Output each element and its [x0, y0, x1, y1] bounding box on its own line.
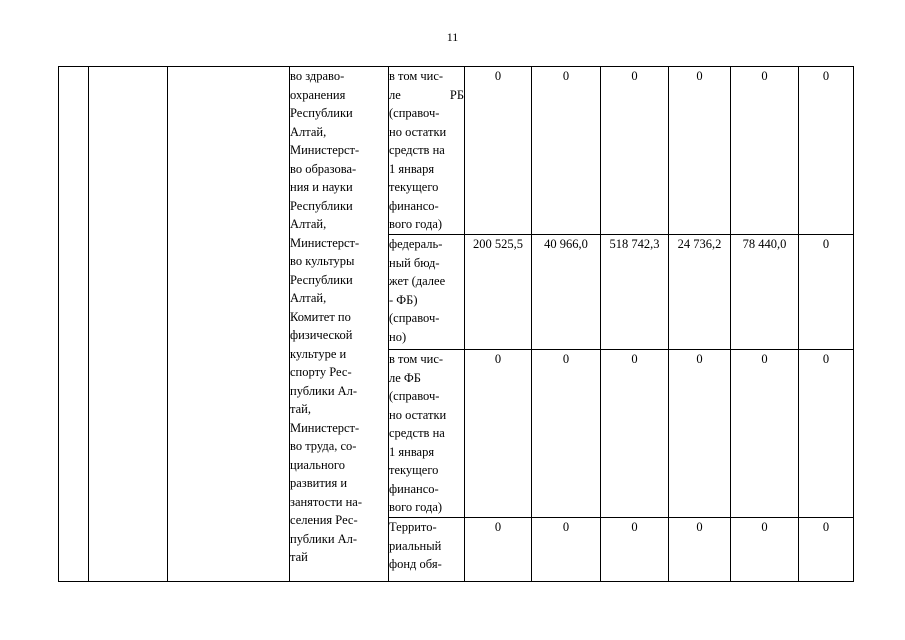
- text-line: во культуры: [290, 254, 355, 268]
- text-line: Республики: [290, 272, 353, 287]
- text-line: ле ФБ: [389, 370, 421, 385]
- text-line: федераль-: [389, 237, 443, 251]
- source-cell: [389, 518, 465, 582]
- text-line: циального: [290, 457, 345, 472]
- value-cell: 0: [799, 235, 854, 350]
- value-cell: 78 440,0: [731, 235, 799, 350]
- source-cell: [389, 67, 465, 235]
- value-cell: 0: [799, 67, 854, 235]
- text-line: спорту Рес-: [290, 365, 352, 379]
- code-cell: [89, 67, 168, 582]
- text-line: риальный: [389, 538, 442, 553]
- value-cell: 0: [669, 67, 731, 235]
- text-line: но): [389, 329, 407, 344]
- source-text: [389, 67, 464, 234]
- value-cell: 0: [731, 518, 799, 582]
- value-cell: 0: [465, 350, 532, 518]
- page-number: 11: [446, 30, 459, 44]
- text-line: во образова-: [290, 161, 357, 176]
- value-cell: 0: [532, 518, 601, 582]
- text-line: физической: [290, 328, 353, 342]
- text-line: Министерст-: [290, 143, 360, 157]
- text-line: (справоч-: [389, 311, 440, 325]
- text-line: текущего: [389, 463, 439, 477]
- text-line: вого года): [389, 500, 443, 514]
- text-line: финансо-: [389, 198, 439, 213]
- text-line: культуре и: [290, 346, 347, 361]
- value-cell: 0: [532, 67, 601, 235]
- text-line: во труда, со-: [290, 439, 357, 453]
- text-line: Республики: [290, 198, 353, 213]
- value-cell: 0: [669, 518, 731, 582]
- text-line: Комитет по: [290, 309, 351, 324]
- source-text: [389, 350, 464, 517]
- text-line: - ФБ): [389, 292, 418, 307]
- text-line: Алтай,: [290, 291, 327, 305]
- text-line: вого года): [389, 217, 443, 231]
- text-line: Министерст-: [290, 420, 360, 435]
- text-line: ния и науки: [290, 180, 353, 194]
- text-line: селения Рес-: [290, 513, 358, 527]
- value-cell: 0: [532, 350, 601, 518]
- text-line: но остатки: [389, 407, 447, 422]
- responsible-executors-cell: [290, 67, 389, 582]
- text-line: текущего: [389, 180, 439, 194]
- text-line: развития и: [290, 476, 348, 490]
- value-cell: 0: [465, 67, 532, 235]
- text-line: публики Ал-: [290, 383, 358, 398]
- table-row: [59, 67, 854, 235]
- source-text: [389, 235, 464, 346]
- value-cell: 0: [601, 518, 669, 582]
- value-cell: 0: [465, 518, 532, 582]
- text-line: охранения: [290, 87, 346, 102]
- text-line: во здраво-: [290, 69, 345, 83]
- text-line: в том чис-: [389, 352, 444, 366]
- value-cell: 0: [731, 67, 799, 235]
- text-line: 1 января: [389, 161, 435, 176]
- text-line: жет (далее: [389, 274, 446, 288]
- text-line: но остатки: [389, 124, 447, 139]
- text-line: 1 января: [389, 444, 435, 459]
- text-line: тай: [290, 550, 308, 564]
- value-cell: 40 966,0: [532, 235, 601, 350]
- value-cell: 0: [669, 350, 731, 518]
- text-line: занятости на-: [290, 494, 363, 509]
- text-line: Министерст-: [290, 235, 360, 250]
- text-line: (справоч-: [389, 389, 440, 403]
- value-cell: 0: [731, 350, 799, 518]
- name-cell: [168, 67, 290, 582]
- text-line: Республики: [290, 106, 353, 120]
- text-line: Алтай,: [290, 124, 327, 139]
- value-cell: 24 736,2: [669, 235, 731, 350]
- value-cell: 0: [799, 518, 854, 582]
- text-line: тай,: [290, 402, 311, 416]
- text-line: средств на: [389, 143, 445, 157]
- value-cell: 0: [601, 350, 669, 518]
- value-cell: 518 742,3: [601, 235, 669, 350]
- text-line: в том чис-: [389, 69, 444, 83]
- text-line: (справоч-: [389, 106, 440, 120]
- text-line: ный бюд-: [389, 255, 440, 270]
- source-text: [389, 518, 464, 574]
- budget-table: [58, 66, 854, 582]
- text-line: ле РБ: [389, 87, 464, 102]
- number-cell: [59, 67, 89, 582]
- text-line: средств на: [389, 426, 445, 440]
- source-cell: [389, 235, 465, 350]
- text-line: Алтай,: [290, 217, 327, 231]
- value-cell: 0: [601, 67, 669, 235]
- value-cell: 0: [799, 350, 854, 518]
- text-line: финансо-: [389, 481, 439, 496]
- responsible-executors-text: [290, 67, 388, 567]
- text-line: фонд обя-: [389, 557, 442, 571]
- value-cell: 200 525,5: [465, 235, 532, 350]
- text-line: Террито-: [389, 520, 437, 534]
- source-cell: [389, 350, 465, 518]
- text-line: публики Ал-: [290, 531, 358, 546]
